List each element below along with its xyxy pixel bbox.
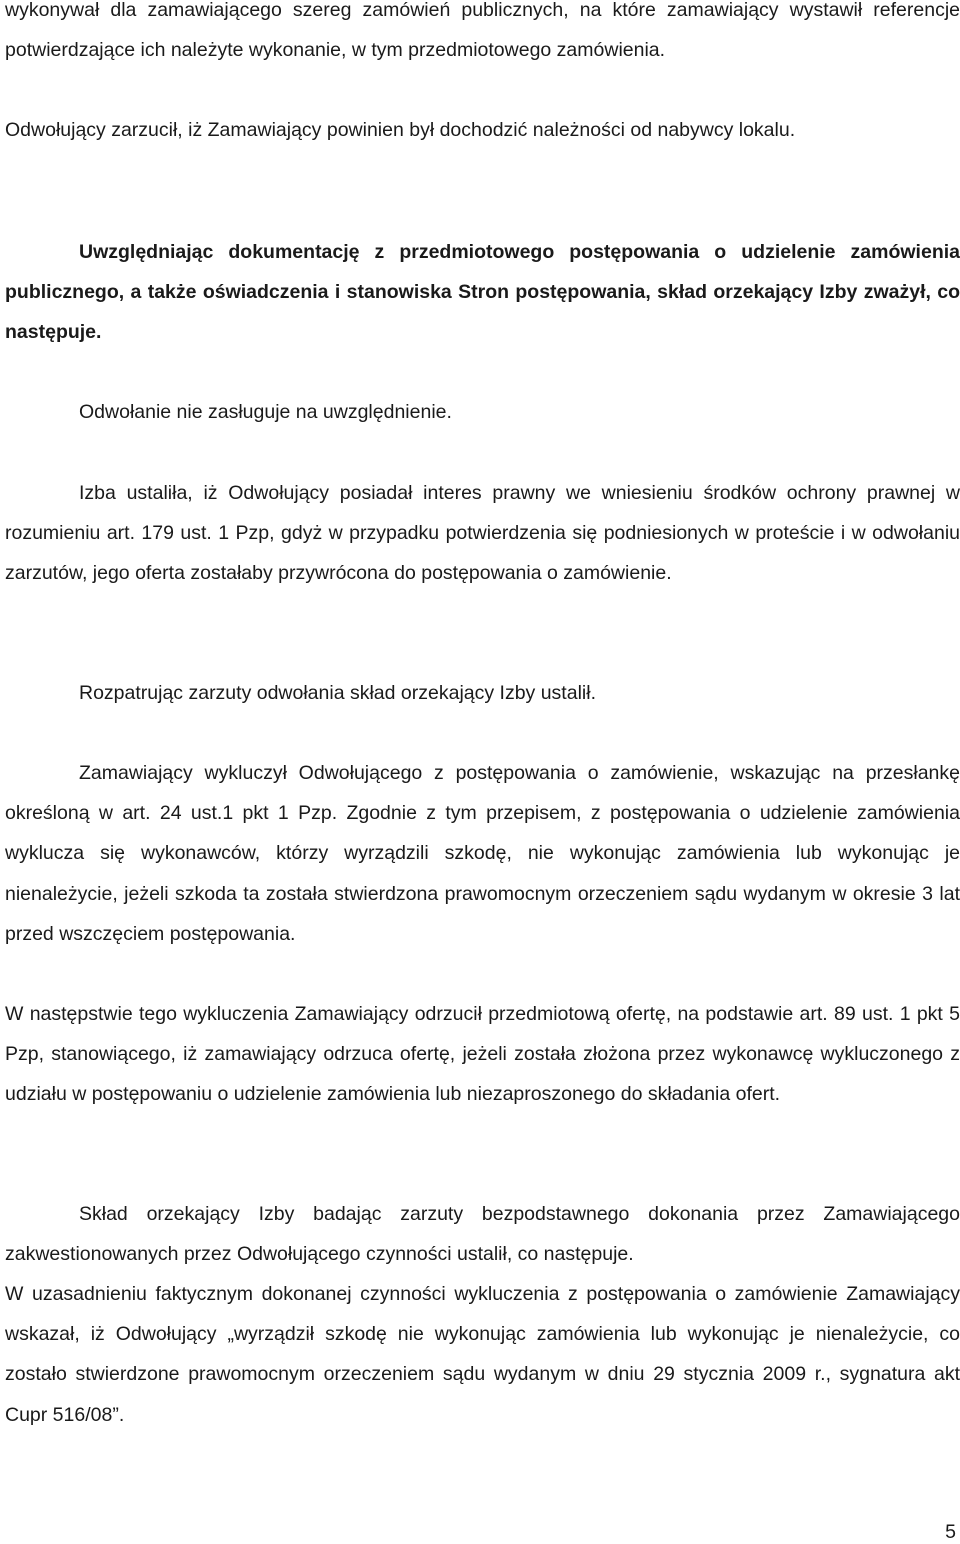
paragraph-appellant-claim: Odwołujący zarzucił, iż Zamawiający powinien był dochodzić należności od nabywcy lokalu. [5,119,796,141]
paragraph-references: wykonywał dla zamawiającego szereg zamówień publicznych, na które zamawiający wystawił referencje potwierdzające ich należyte wykonanie, w tym przedmiotowego zamówienia. [5,0,960,62]
paragraph-ruling: Odwołanie nie zasługuje na uwzględnienie. [79,401,452,423]
paragraph-legal-interest: Izba ustaliła, iż Odwołujący posiadał interes prawny we wniesieniu środków ochrony prawnej w rozumieniu art. 179 ust. 1 Pzp, gdyż w przypadku potwierdzenia się podniesionych w proteście i w odwołaniu zarzutów, jego oferta zostałaby przywrócona do postępowania o zamówienie. [5,482,960,585]
paragraph-considerations: Uwzględniając dokumentację z przedmiotowego postępowania o udzielenie zamówienia publicznego, a także oświadczenia i stanowiska Stron postępowania, skład orzekający Izby zważył, co następuje. [5,241,960,344]
paragraph-examination: Rozpatrując zarzuty odwołania skład orzekający Izby ustalił. [79,682,596,704]
paragraph-findings: Skład orzekający Izby badając zarzuty bezpodstawnego dokonania przez Zamawiającego zakwestionowanych przez Odwołującego czynności ustalił, co następuje. [5,1203,960,1266]
paragraph-justification: W uzasadnieniu faktycznym dokonanej czynności wykluczenia z postępowania o zamówienie Zamawiający wskazał, iż Odwołujący „wyrządził szkodę nie wykonując zamówienia lub wykonując je nienależycie, co zostało stwierdzone prawomocnym orzeczeniem sądu wydanym w dniu 29 stycznia 2009 r., sygnatura akt Cupr 516/08”. [5,1283,960,1426]
paragraph-rejection: W następstwie tego wykluczenia Zamawiający odrzucił przedmiotową ofertę, na podstawie art. 89 ust. 1 pkt 5 Pzp, stanowiącego, iż zamawiający odrzuca ofertę, jeżeli została złożona przez wykonawcę wykluczonego z udziału w postępowaniu o udzielenie zamówienia lub niezaproszonego do składania ofert. [5,1003,960,1106]
paragraph-exclusion: Zamawiający wykluczył Odwołującego z postępowania o zamówienie, wskazując na przesłankę określoną w art. 24 ust.1 pkt 1 Pzp. Zgodnie z tym przepisem, z postępowania o udzielenie zamówienia wyklucza się wykonawców, którzy wyrządzili szkodę, nie wykonując zamówienia lub wykonując je nienależycie, jeżeli szkoda ta została stwierdzona prawomocnym orzeczeniem sądu wydanym w okresie 3 lat przed wszczęciem postępowania. [5,762,960,945]
page-number: 5 [945,1521,956,1543]
